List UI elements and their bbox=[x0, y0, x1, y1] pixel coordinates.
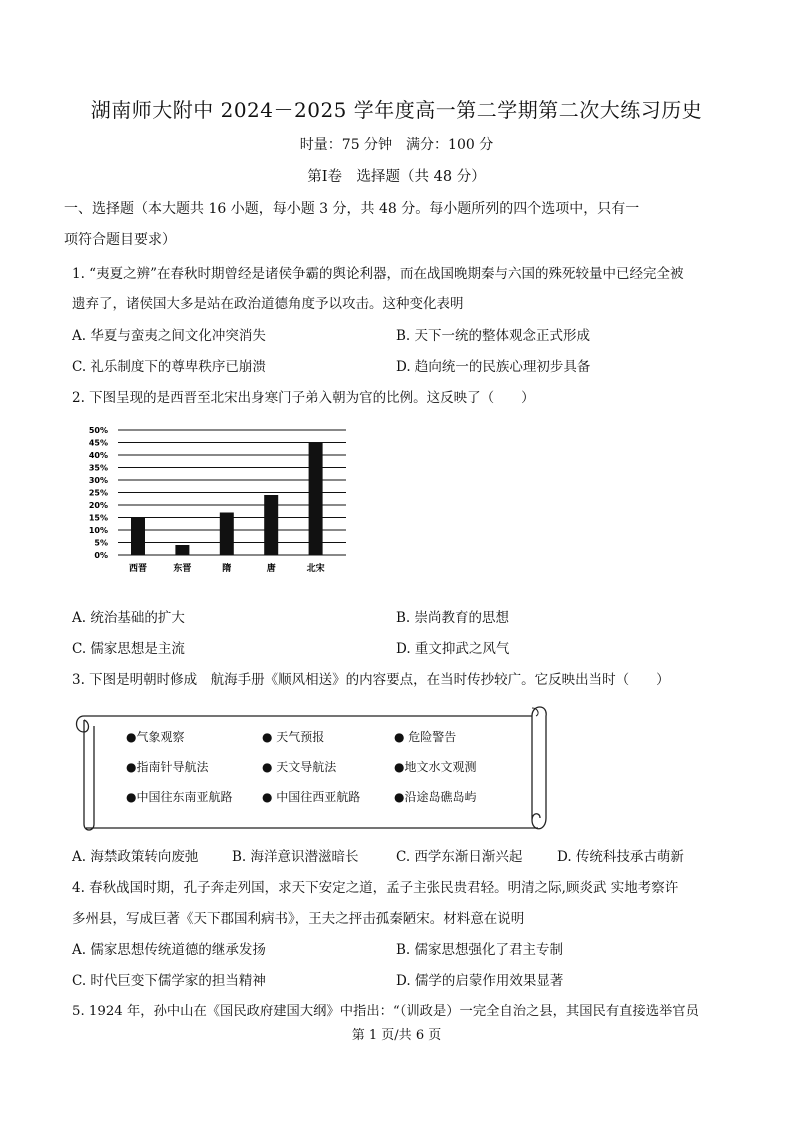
chart-category-label: 隋 bbox=[222, 564, 232, 574]
chart-ytick-label: 0% bbox=[94, 551, 108, 560]
scroll-item-9: ●沿途岛礁岛屿 bbox=[394, 790, 477, 804]
q4-stem-line-2: 多州县，写成巨著《天下郡国利病书》，王夫之抨击孤秦陋宋。材料意在说明 bbox=[72, 911, 525, 927]
chart-bar-3 bbox=[220, 513, 234, 556]
q4-option-a: A. 儒家思想传统道德的继承发扬 bbox=[72, 942, 266, 958]
q2-option-d: D. 重文抑武之风气 bbox=[396, 641, 510, 657]
q3-scroll-figure bbox=[70, 698, 550, 834]
q1-option-b: B. 天下一统的整体观念正式形成 bbox=[396, 328, 591, 344]
q4-option-b: B. 儒家思想强化了君主专制 bbox=[396, 942, 564, 958]
q1-stem-line-2: 遗弃了，诸侯国大多是站在政治道德角度予以攻击。这种变化表明 bbox=[72, 296, 464, 312]
instructions-line-1: 一、选择题（本大题共 16 小题，每小题 3 分，共 48 分。每小题所列的四个选项中，只有一 bbox=[64, 201, 640, 217]
exam-title: 湖南师大附中 2024－2025 学年度高一第二学期第二次大练习历史 bbox=[90, 98, 703, 122]
chart-bar-5 bbox=[309, 443, 323, 556]
q3-option-c: C. 西学东渐日渐兴起 bbox=[396, 849, 523, 865]
chart-ytick-label: 30% bbox=[88, 476, 108, 485]
exam-info: 时量：75 分钟 满分：100 分 bbox=[299, 137, 494, 153]
scroll-item-5: ● 天文导航法 bbox=[262, 760, 337, 774]
chart-ytick-label: 20% bbox=[88, 501, 108, 510]
chart-category-label: 西晋 bbox=[128, 564, 148, 574]
q1-option-c: C. 礼乐制度下的尊卑秩序已崩溃 bbox=[72, 359, 266, 375]
q4-option-d: D. 儒学的启蒙作用效果显著 bbox=[396, 973, 564, 989]
scroll-item-2: ● 天气预报 bbox=[262, 730, 325, 744]
chart-bar-2 bbox=[175, 545, 189, 555]
q2-option-c: C. 儒家思想是主流 bbox=[72, 641, 185, 657]
chart-ytick-label: 25% bbox=[88, 488, 108, 498]
scroll-item-3: ● 危险警告 bbox=[394, 730, 457, 744]
chart-ytick-label: 15% bbox=[88, 513, 108, 523]
page-footer: 第 1 页/共 6 页 bbox=[351, 1028, 442, 1043]
chart-ytick-label: 45% bbox=[88, 438, 108, 448]
scroll-item-7: ●中国往东南亚航路 bbox=[126, 790, 233, 804]
q3-option-b: B. 海洋意识潜滋暗长 bbox=[232, 849, 359, 865]
q2-option-a: A. 统治基础的扩大 bbox=[72, 610, 185, 626]
q4-stem-line-1: 4. 春秋战国时期，孔子奔走列国，求天下安定之道，孟子主张民贵君轻。明清之际,顾炎武 实地考察许 bbox=[72, 880, 679, 896]
q3-stem: 3. 下图是明朝时修成 航海手册《顺风相送》的内容要点，在当时传抄较广。它反映出当时（ ） bbox=[72, 672, 670, 688]
chart-category-label: 唐 bbox=[266, 564, 276, 574]
instructions-line-2: 项符合题目要求） bbox=[64, 232, 176, 248]
q2-stem: 2. 下图呈现的是西晋至北宋出身寒门子弟入朝为官的比例。这反映了（ ） bbox=[72, 390, 535, 406]
q2-option-b: B. 崇尚教育的思想 bbox=[396, 610, 510, 626]
chart-ytick-label: 5% bbox=[94, 538, 108, 548]
q1-option-d: D. 趋向统一的民族心理初步具备 bbox=[396, 359, 591, 375]
q3-option-a: A. 海禁政策转向废弛 bbox=[72, 849, 199, 865]
chart-ytick-label: 10% bbox=[88, 526, 108, 535]
chart-bar-1 bbox=[131, 518, 145, 556]
chart-ytick-label: 40% bbox=[88, 451, 108, 460]
scroll-item-6: ●地文水文观测 bbox=[394, 760, 477, 774]
chart-ytick-label: 35% bbox=[88, 463, 108, 473]
chart-category-label: 北宋 bbox=[306, 564, 325, 574]
scroll-item-8: ● 中国往西亚航路 bbox=[262, 790, 361, 804]
section-title: 第Ⅰ卷 选择题（共 48 分） bbox=[307, 169, 486, 185]
q2-bar-chart bbox=[84, 424, 374, 584]
scroll-item-4: ●指南针导航法 bbox=[126, 760, 209, 774]
q3-option-d: D. 传统科技承古萌新 bbox=[557, 849, 684, 865]
q1-stem-line-1: 1. “夷夏之辨”在春秋时期曾经是诸侯争霸的舆论利器，而在战国晚期秦与六国的殊死较量中已经完全被 bbox=[72, 266, 684, 282]
q1-option-a: A. 华夏与蛮夷之间文化冲突消失 bbox=[72, 328, 266, 344]
chart-category-label: 东晋 bbox=[173, 564, 192, 574]
q5-stem-line-1: 5. 1924 年，孙中山在《国民政府建国大纲》中指出：“（训政是）一完全自治之县，其国民有直接选举官员 bbox=[72, 1004, 699, 1019]
chart-bar-4 bbox=[264, 495, 278, 555]
scroll-item-1: ●气象观察 bbox=[126, 730, 185, 744]
q4-option-c: C. 时代巨变下儒学家的担当精神 bbox=[72, 973, 266, 989]
chart-ytick-label: 50% bbox=[88, 426, 108, 435]
